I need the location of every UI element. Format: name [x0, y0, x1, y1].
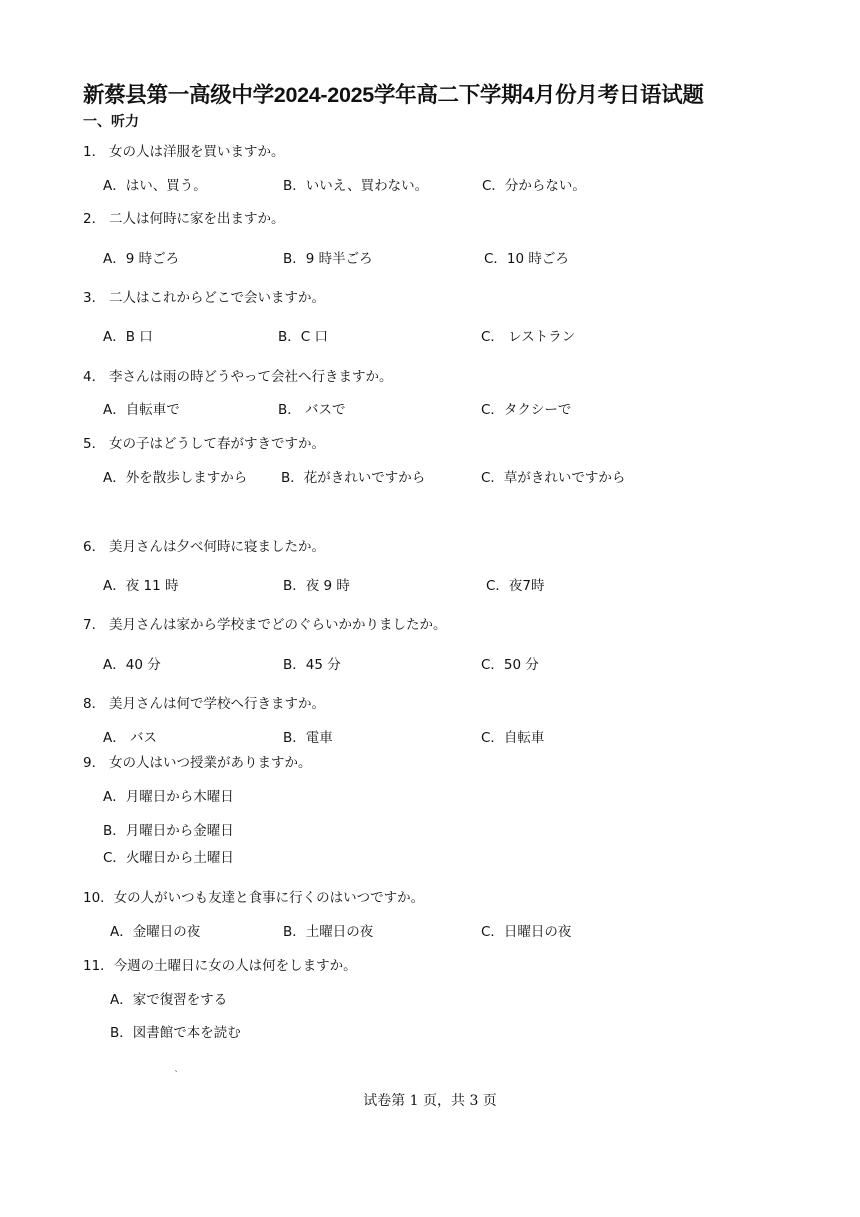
q3-option-a: A．B 口: [103, 329, 153, 345]
question-number: 11．: [83, 958, 114, 974]
question-text: 女の人はいつ授業がありますか。: [109, 755, 312, 771]
question-8: [83, 692, 325, 712]
question-number: 3．: [83, 290, 106, 306]
question-9: [83, 751, 312, 771]
question-text: 李さんは雨の時どうやって会社へ行きますか。: [109, 369, 393, 385]
q6-option-c: C．夜7時: [486, 578, 545, 594]
q1-option-a: A．はい、買う。: [103, 178, 207, 194]
q9-option-b: B．月曜日から金曜日: [103, 823, 234, 839]
question-6: [83, 535, 325, 555]
question-number: 10．: [83, 890, 114, 906]
question-text: 女の子はどうして春がすきですか。: [109, 436, 325, 452]
q8-option-b: B．電車: [283, 730, 333, 746]
question-1: [83, 140, 285, 160]
q10-option-b: B．土曜日の夜: [283, 924, 374, 940]
q7-option-c: C．50 分: [481, 657, 539, 673]
question-text: 美月さんは何で学校へ行きますか。: [109, 696, 325, 712]
question-5: [83, 432, 325, 452]
q5-option-b: B．花がきれいですから: [281, 470, 426, 486]
question-number: 4．: [83, 369, 106, 385]
stray-mark: `: [174, 1070, 179, 1081]
q8-option-a: A． バス: [103, 730, 158, 746]
q4-option-b: B． バスで: [278, 402, 346, 418]
question-text: 美月さんは夕べ何時に寝ましたか。: [109, 539, 325, 555]
q10-option-c: C．日曜日の夜: [481, 924, 572, 940]
question-4: [83, 365, 393, 385]
question-text: 美月さんは家から学校までどのぐらいかかりましたか。: [109, 617, 447, 633]
q3-option-b: B．C 口: [278, 329, 328, 345]
q5-option-c: C．草がきれいですから: [481, 470, 626, 486]
q4-option-c: C．タクシーで: [481, 402, 572, 418]
question-number: 8．: [83, 696, 106, 712]
q7-option-b: B．45 分: [283, 657, 341, 673]
q8-option-c: C．自転車: [481, 730, 545, 746]
q1-option-b: B．いいえ、買わない。: [283, 178, 429, 194]
q6-option-b: B．夜 9 時: [283, 578, 350, 594]
q3-option-c: C． レストラン: [481, 329, 576, 345]
question-7: [83, 613, 447, 633]
question-3: [83, 286, 325, 306]
q7-option-a: A．40 分: [103, 657, 161, 673]
q4-option-a: A．自転車で: [103, 402, 180, 418]
question-text: 二人はこれからどこで会いますか。: [109, 290, 325, 306]
question-text: 今週の土曜日に女の人は何をしますか。: [113, 958, 357, 974]
question-11: [83, 954, 357, 974]
q1-option-c: C．分からない。: [482, 178, 586, 194]
question-number: 7．: [83, 617, 106, 633]
question-number: 1．: [83, 144, 106, 160]
question-number: 6．: [83, 539, 106, 555]
question-text: 女の人は洋服を買いますか。: [109, 144, 285, 160]
question-number: 9．: [83, 755, 106, 771]
question-number: 2．: [83, 211, 106, 227]
question-text: 二人は何時に家を出ますか。: [109, 211, 285, 227]
q6-option-a: A．夜 11 時: [103, 578, 179, 594]
q2-option-c: C．10 時ごろ: [484, 251, 569, 267]
q10-option-a: A．金曜日の夜: [110, 924, 201, 940]
question-2: [83, 207, 285, 227]
page-footer: 试卷第 1 页，共 3 页: [363, 1093, 497, 1109]
q11-option-b: B．図書館で本を読む: [110, 1025, 241, 1041]
q5-option-a: A．外を散歩しますから: [103, 470, 248, 486]
page-title: 新蔡县第一高级中学2024-2025学年高二下学期4月份月考日语试题: [83, 83, 704, 107]
question-10: [83, 886, 424, 906]
q9-option-a: A．月曜日から木曜日: [103, 789, 234, 805]
question-text: 女の人がいつも友達と食事に行くのはいつですか。: [113, 890, 425, 906]
q11-option-a: A．家で復習をする: [110, 992, 228, 1008]
question-number: 5．: [83, 436, 106, 452]
q2-option-a: A．9 時ごろ: [103, 251, 180, 267]
section-heading: 一、听力: [83, 114, 139, 130]
q2-option-b: B．9 時半ごろ: [283, 251, 373, 267]
q9-option-c: C．火曜日から土曜日: [103, 850, 234, 866]
